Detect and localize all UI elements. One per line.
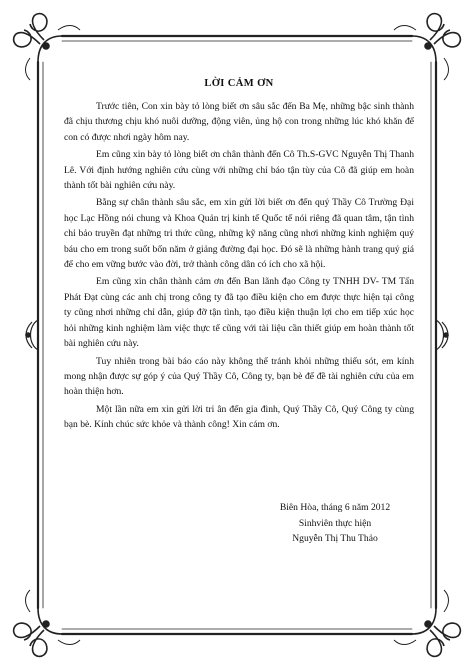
signature-place-date: Biên Hòa, tháng 6 năm 2012 xyxy=(279,502,391,513)
paragraph: Trước tiên, Con xin bày tỏ lòng biết ơn sâu sắc đến Ba Mẹ, những bậc sinh thành đã chịu thương chịu khó nuôi dưỡng, động viên, ủng hộ con trong những lúc khó khăn để con có được nhơi ngày hôm nay. xyxy=(64,101,414,143)
signature-name: Nguyễn Thị Thu Thảo xyxy=(292,533,378,544)
corner-ornament-bottom-left xyxy=(14,590,80,656)
paragraph: Em cũng xin bày tỏ lòng biết ơn chân thành đến Cô Th.S-GVC Nguyễn Thị Thanh Lê. Với định hướng nghiên cứu cùng với những chỉ báo tận tùy của Cô đã giúp em hoàn thành tốt bài nghiên cứu này. xyxy=(64,149,414,192)
paragraph: Tuy nhiên trong bài báo cáo này không thể tránh khỏi những thiếu sót, em kính mong nhận được sự góp ý của Quý Thầy Cô, Công ty, bạn bè để đề tài nghiên cứu của em hoàn thiện hơn. xyxy=(64,355,414,398)
acknowledgement-body xyxy=(64,64,414,435)
paragraph: Một lần nữa em xin gửi lời tri ân đến gia đình, Quý Thầy Cô, Quý Công ty cùng bạn bè. Kính chúc sức khỏe và thành công! Xin cám ơn. xyxy=(64,403,414,431)
ornament-right-mid xyxy=(436,320,448,350)
ornament-left-mid xyxy=(26,320,38,350)
paragraph: Bằng sự chân thành sâu sắc, em xin gửi lời biết ơn đến quý Thầy Cô Trường Đại học Lạc Hồng nói chung và Khoa Quản trị kinh tế Quốc tế nói riêng đã quan tâm, tận tình chỉ bảo truyền đạt những tri thức cũng, những kỹ năng cũng nhơi những kinh nghiệm quý báu cho em trong suốt bốn năm ở giảng đường đại học. Đó sẽ là những hành trang quý giá để cho em vững bước vào đời, trở thành công dân có ích cho xã hội. xyxy=(64,197,414,271)
signature-block xyxy=(250,500,420,547)
page-title: LỜI CẢM ƠN xyxy=(204,78,274,89)
signature-role: Sinhviên thực hiện xyxy=(298,517,372,529)
corner-ornament-bottom-right xyxy=(394,590,460,656)
paragraph: Em cũng xin chân thành cảm ơn đến Ban lãnh đạo Công ty TNHH DV- TM Tấn Phát Đạt cùng các anh chị trong công ty đã tạo điều kiện cho em được thực hiện tại công ty cũng nhơi những chỉ dẫn, giúp đỡ tận tình, tạo điều kiện thuận lợi cho em tiếp xúc học hỏi những kinh nghiệm làm việc thực tế cũng với tài liệu cần thiết giúp em hoàn thành tốt bài nghiên cứu này. xyxy=(64,276,414,350)
